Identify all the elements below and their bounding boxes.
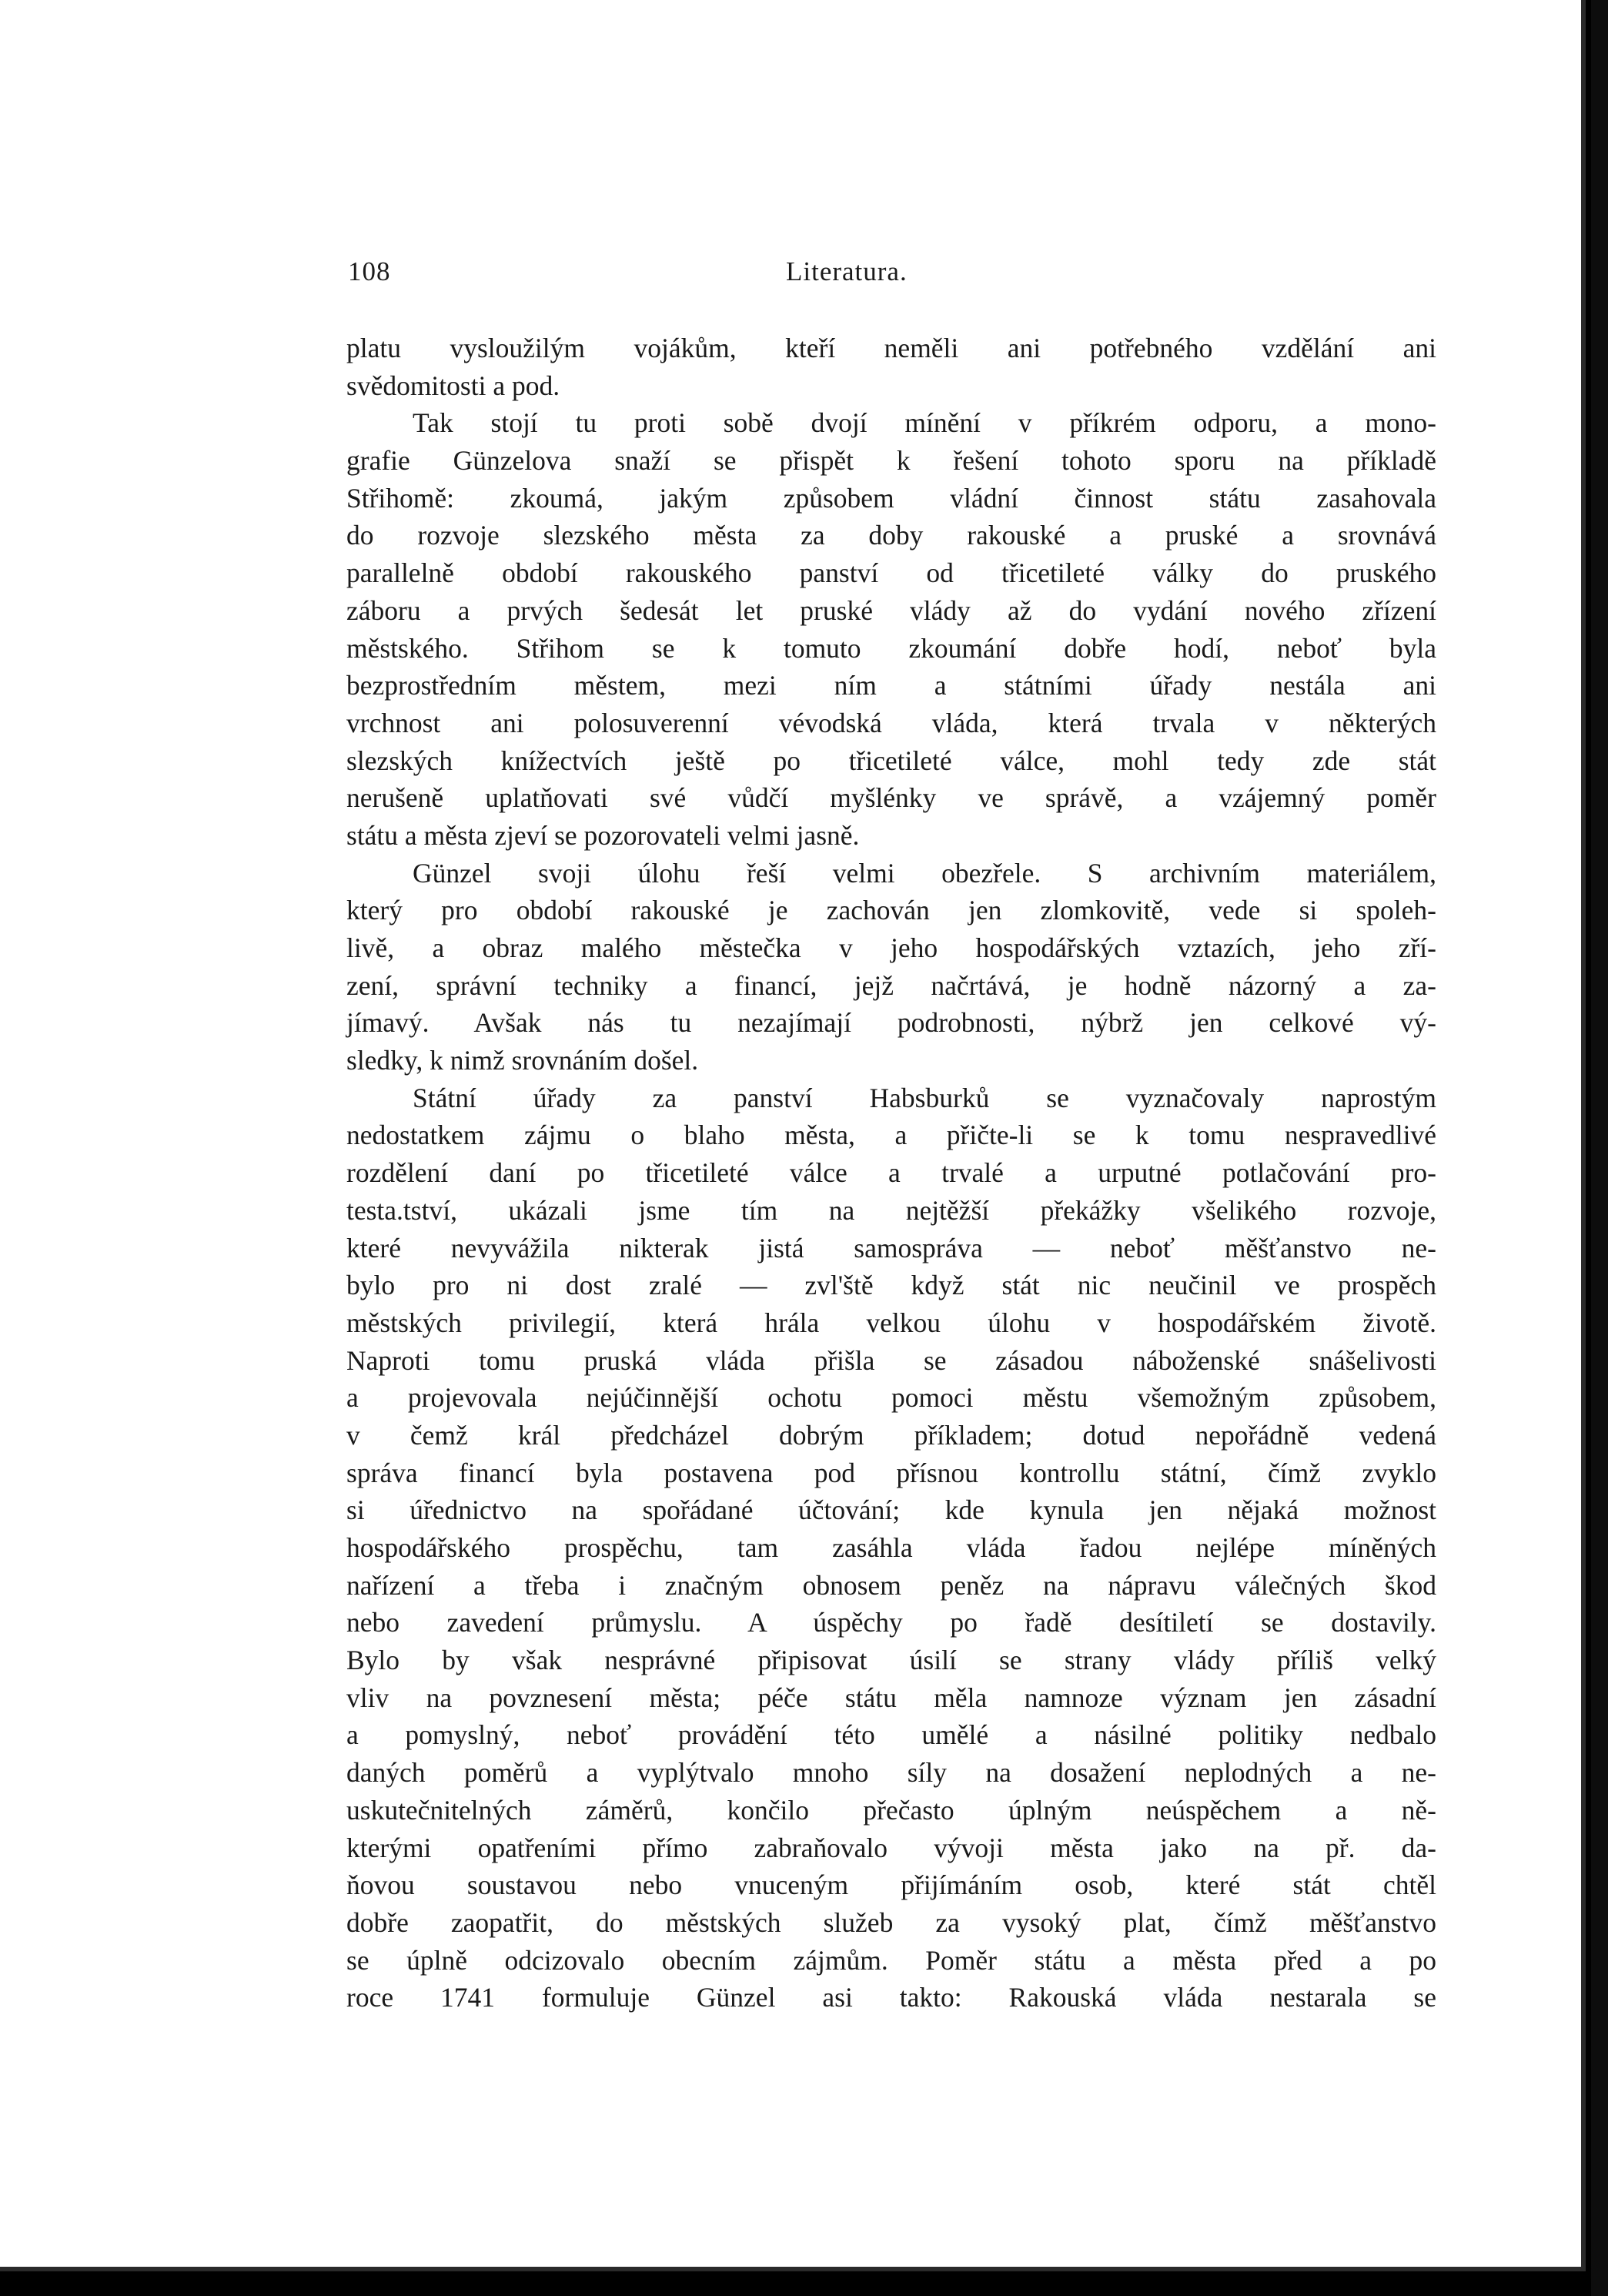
text-line: nedostatkem zájmu o blaho města, a přičte-li se k tomu nespravedlivé (346, 1120, 1436, 1151)
text-line: grafie Günzelova snaží se přispět k řešení tohoto sporu na příkladě (346, 445, 1436, 477)
body-text (346, 330, 1436, 2017)
text-line: státu a města zjeví se pozorovateli velmi jasně. (346, 819, 860, 851)
running-title: Literatura. (786, 256, 908, 286)
text-line: Střihomě: zkoumá, jakým způsobem vládní činnost státu zasahovala (346, 482, 1436, 514)
text-line: v čemž král předcházel dobrým příkladem; dotud nepořádně vedená (346, 1419, 1436, 1451)
text-line: a pomyslný, neboť provádění této umělé a násilné politiky nedbalo (346, 1719, 1436, 1751)
text-line: bylo pro ni dost zralé — zvl'ště když stát nic neučinil ve prospěch (346, 1270, 1436, 1301)
text-line: rozdělení daní po třicetileté válce a trvalé a urputné potlačování pro- (346, 1157, 1436, 1189)
text-line: Bylo by však nesprávné připisovat úsilí se strany vlády příliš velký (346, 1645, 1436, 1676)
text-line: testa.tství, ukázali jsme tím na nejtěžší překážky všelikého rozvoje, (346, 1194, 1436, 1226)
text-line: se úplně odcizovalo obecním zájmům. Poměr státu a města před a po (346, 1944, 1436, 1976)
text-line: který pro období rakouské je zachován jen zlomkovitě, vede si spoleh- (346, 895, 1436, 926)
text-line: Günzel svoji úlohu řeší velmi obezřele. S archivním materiálem, (413, 857, 1436, 889)
text-line: parallelně období rakouského panství od třicetileté války do pruského (346, 557, 1436, 589)
text-line: hospodářského prospěchu, tam zasáhla vláda řadou nejlépe míněných (346, 1532, 1436, 1563)
text-line: livě, a obraz malého městečka v jeho hospodářských vztazích, jeho zří- (346, 932, 1436, 963)
text-line: Státní úřady za panství Habsburků se vyznačovaly naprostým (413, 1082, 1436, 1113)
text-line: uskutečnitelných záměrů, končilo přečasto úplným neúspěchem a ně- (346, 1794, 1436, 1826)
text-line: si úřednictvo na spořádané účtování; kde kynula jen nějaká možnost (346, 1494, 1436, 1526)
scan-edge (1591, 0, 1608, 2296)
text-line: platu vysloužilým vojákům, kteří neměli ani potřebného vzdělání ani (346, 333, 1436, 363)
text-line: nebo zavedení průmyslu. A úspěchy po řadě desítiletí se dostavily. (346, 1607, 1436, 1638)
text-line: Tak stojí tu proti sobě dvojí mínění v příkrém odporu, a mono- (413, 407, 1436, 439)
text-line: záboru a prvých šedesát let pruské vlády až do vydání nového zřízení (346, 594, 1436, 626)
text-line: do rozvoje slezského města za doby rakouské a pruské a srovnává (346, 520, 1436, 551)
text-line: zení, správní techniky a financí, jejž načrtává, je hodně názorný a za- (346, 969, 1436, 1001)
text-line: vrchnost ani polosuverenní vévodská vláda, která trvala v některých (346, 707, 1436, 738)
text-line: a projevovala nejúčinnější ochotu pomoci městu všemožným způsobem, (346, 1382, 1436, 1414)
text-line: které nevyvážila nikterak jistá samospráva — neboť měšťanstvo ne- (346, 1232, 1436, 1263)
text-line: městského. Střihom se k tomuto zkoumání dobře hodí, neboť byla (346, 632, 1436, 664)
text-line: jímavý. Avšak nás tu nezajímají podrobnosti, nýbrž jen celkové vý- (346, 1007, 1436, 1039)
text-line: dobře zaopatřit, do městských služeb za vysoký plat, čímž měšťanstvo (346, 1906, 1436, 1938)
text-line: nerušeně uplatňovati své vůdčí myšlénky ve správě, a vzájemný poměr (346, 782, 1436, 814)
text-line: kterými opatřeními přímo zabraňovalo vývoji města jako na př. da- (346, 1832, 1436, 1863)
text-line: správa financí byla postavena pod přísnou kontrollu státní, čímž zvyklo (346, 1457, 1436, 1488)
page-number: 108 (348, 256, 391, 286)
text-line: vliv na povznesení města; péče státu měla namnoze význam jen zásadní (346, 1682, 1436, 1713)
text-line: městských privilegií, která hrála velkou úlohu v hospodářském životě. (346, 1307, 1436, 1338)
text-line: slezských knížectvích ještě po třicetileté válce, mohl tedy zde stát (346, 745, 1436, 776)
text-line: nařízení a třeba i značným obnosem peněz na nápravu válečných škod (346, 1569, 1436, 1601)
text-line: sledky, k nimž srovnáním došel. (346, 1045, 699, 1076)
text-line: daných poměrů a vyplýtvalo mnoho síly na dosažení neplodných a ne- (346, 1757, 1436, 1789)
text-line: svědomitosti a pod. (346, 370, 560, 401)
text-line: Naproti tomu pruská vláda přišla se zásadou náboženské snášelivosti (346, 1344, 1436, 1376)
text-line: roce 1741 formuluje Günzel asi takto: Rakouská vláda nestarala se (346, 1982, 1436, 2013)
text-line: ňovou soustavou nebo vnuceným přijímáním osob, které stát chtěl (346, 1869, 1436, 1901)
text-line: bezprostředním městem, mezi ním a státními úřady nestála ani (346, 670, 1436, 701)
page-header (348, 256, 1433, 300)
